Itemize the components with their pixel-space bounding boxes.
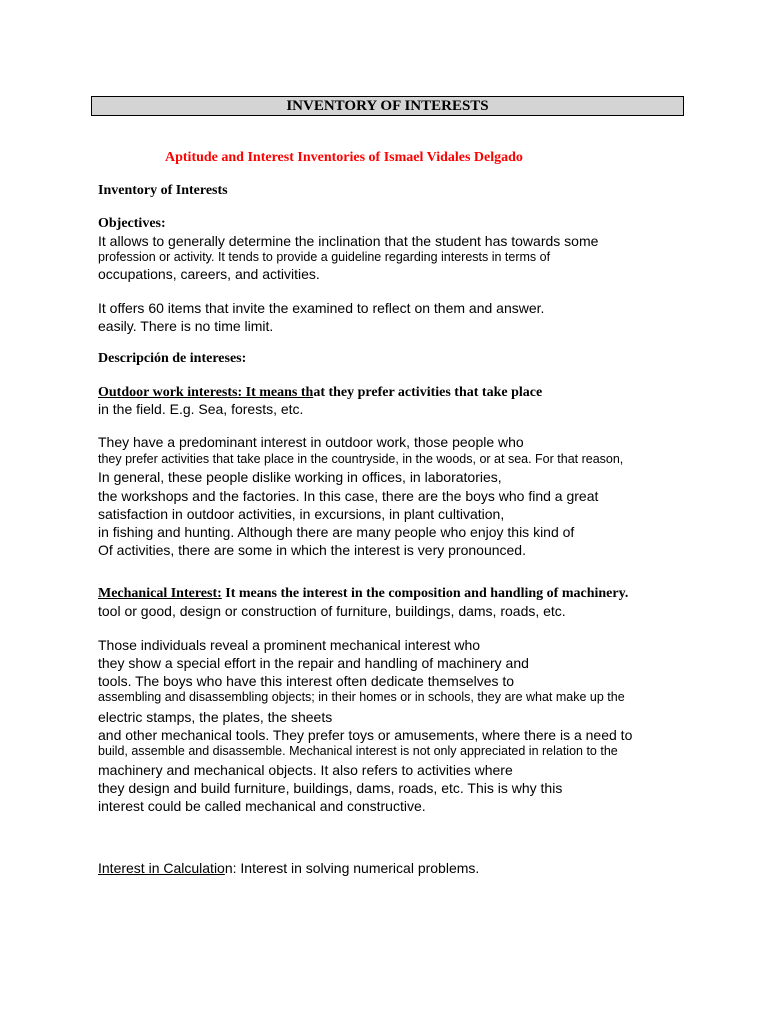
calculation-line	[98, 860, 479, 876]
mechanical-heading	[98, 586, 628, 602]
mechanical-label-rest: It means the interest in the composition and handling of machinery.	[221, 586, 629, 601]
outdoor-line-2: in the field. E.g. Sea, forests, etc.	[98, 401, 304, 417]
mechanical-line-2: tool or good, design or construction of furniture, buildings, dams, roads, etc.	[98, 603, 566, 619]
outdoor-para-5: satisfaction in outdoor activities, in excursions, in plant cultivation,	[98, 506, 505, 522]
outdoor-heading	[98, 385, 542, 401]
outdoor-para-4: the workshops and the factories. In this case, there are the boys who find a great	[98, 488, 599, 504]
inventory-heading: Inventory of Interests	[98, 183, 228, 198]
mechanical-para-7: build, assemble and disassemble. Mechanical interest is not only appreciated in relation to the	[98, 744, 618, 758]
page-title: INVENTORY OF INTERESTS	[91, 96, 684, 116]
outdoor-para-2: they prefer activities that take place in the countryside, in the woods, or at sea. For that reason,	[98, 452, 624, 466]
mechanical-para-9: they design and build furniture, buildings, dams, roads, etc. This is why this	[98, 780, 563, 796]
mechanical-label: Mechanical Interest:	[98, 586, 222, 601]
items-line-1: It offers 60 items that invite the examined to reflect on them and answer.	[98, 300, 545, 316]
mechanical-para-8: machinery and mechanical objects. It also refers to activities where	[98, 762, 513, 778]
objectives-line-1: It allows to generally determine the inclination that the student has towards some	[98, 233, 599, 249]
outdoor-label-rest: at they prefer activities that take place	[313, 385, 543, 400]
subtitle: Aptitude and Interest Inventories of Ismael Vidales Delgado	[165, 150, 523, 165]
outdoor-para-1: They have a predominant interest in outdoor work, those people who	[98, 434, 524, 450]
objectives-line-3: occupations, careers, and activities.	[98, 266, 320, 282]
descripcion-heading: Descripción de intereses:	[98, 351, 247, 366]
mechanical-para-5: electric stamps, the plates, the sheets	[98, 709, 333, 725]
mechanical-para-6: and other mechanical tools. They prefer toys or amusements, where there is a need to	[98, 727, 633, 743]
mechanical-para-2: they show a special effort in the repair and handling of machinery and	[98, 655, 529, 671]
calculation-label: Interest in Calculatio	[98, 860, 225, 876]
outdoor-para-3: In general, these people dislike working in offices, in laboratories,	[98, 469, 502, 485]
mechanical-para-3: tools. The boys who have this interest often dedicate themselves to	[98, 673, 515, 689]
mechanical-para-10: interest could be called mechanical and constructive.	[98, 798, 426, 814]
mechanical-para-4: assembling and disassembling objects; in their homes or in schools, they are what make up the	[98, 690, 625, 704]
objectives-heading: Objectives:	[98, 216, 166, 231]
outdoor-para-7: Of activities, there are some in which the interest is very pronounced.	[98, 542, 526, 558]
mechanical-para-1: Those individuals reveal a prominent mechanical interest who	[98, 637, 481, 653]
outdoor-para-6: in fishing and hunting. Although there are many people who enjoy this kind of	[98, 524, 575, 540]
calculation-label-rest: n: Interest in solving numerical problems.	[224, 860, 480, 876]
items-line-2: easily. There is no time limit.	[98, 318, 274, 334]
outdoor-label: Outdoor work interests: It means th	[98, 385, 314, 400]
objectives-line-2: profession or activity. It tends to provide a guideline regarding interests in terms of	[98, 250, 551, 264]
